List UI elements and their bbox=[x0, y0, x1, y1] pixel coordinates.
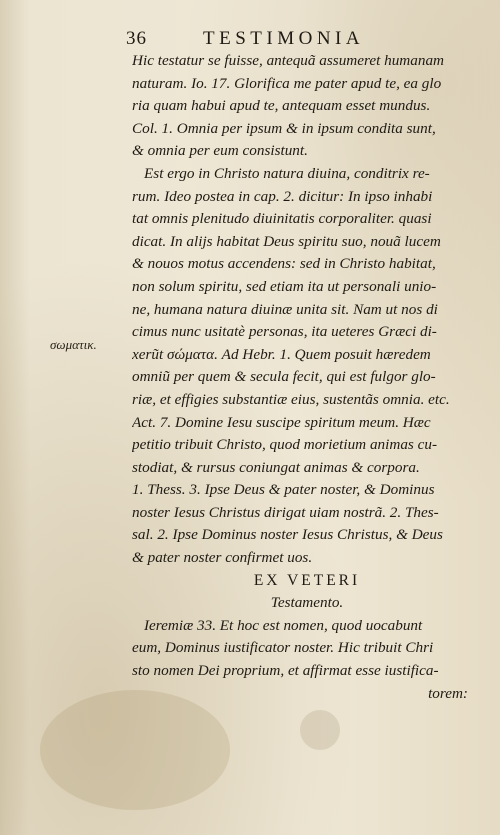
text-line: Est ergo in Christo natura diuina, conditrix re- bbox=[144, 164, 430, 182]
text-line: petitio tribuit Christo, quod morietium animas cu- bbox=[132, 436, 438, 454]
text-line: omniũ per quem & secula fecit, qui est fulgor glo- bbox=[132, 368, 436, 386]
text-line: Act. 7. Domine Iesu suscipe spiritum meum. Hæc bbox=[132, 413, 431, 431]
text-line: 1. Thess. 3. Ipse Deus & pater noster, & Dominus bbox=[132, 481, 435, 499]
body-text bbox=[132, 50, 482, 705]
text-line: & omnia per eum consistunt. bbox=[132, 142, 308, 160]
text-line: noster Iesus Christus dirigat uiam nostrã. 2. Thes- bbox=[132, 503, 439, 521]
text-line: sal. 2. Ipse Dominus noster Iesus Christus, & Deus bbox=[132, 526, 443, 544]
page-header bbox=[0, 28, 500, 52]
text-line: Col. 1. Omnia per ipsum & in ipsum condita sunt, bbox=[132, 119, 436, 137]
text-line: cimus nunc usitatè personas, ita ueteres Græci di- bbox=[132, 323, 437, 341]
text-line: dicat. In alijs habitat Deus spiritu suo, nouã lucem bbox=[132, 232, 441, 250]
text-line: sto nomen Dei proprium, et affirmat esse iustifica- bbox=[132, 662, 439, 680]
text-line: eum, Dominus iustificator noster. Hic tribuit Chri bbox=[132, 639, 434, 657]
text-line: torem: bbox=[428, 684, 468, 702]
text-line: rum. Ideo postea in cap. 2. dicitur: In ipso inhabi bbox=[132, 187, 433, 205]
text-line: Ieremiæ 33. Et hoc est nomen, quod uocabunt bbox=[144, 616, 423, 634]
text-line: ria quam habui apud te, antequam esset mundus. bbox=[132, 97, 431, 115]
running-head: TESTIMONIA bbox=[203, 28, 365, 49]
text-line: xerũt σώματα. Ad Hebr. 1. Quem posuit hæredem bbox=[132, 345, 431, 363]
text-line: stodiat, & rursus coniungat animas & corpora. bbox=[132, 458, 420, 476]
page-stain bbox=[40, 690, 230, 810]
margin-note: σωματικ. bbox=[50, 337, 97, 352]
text-line: riæ, et effigies substantiæ eius, sustentãs omnia. etc. bbox=[132, 390, 450, 408]
text-line: non solum spiritu, sed etiam ita ut personali unio- bbox=[132, 277, 437, 295]
text-line: Hic testatur se fuisse, antequã assumeret humanam bbox=[132, 52, 445, 69]
section-heading: EX VETERI bbox=[253, 571, 361, 589]
text-line: naturam. Io. 17. Glorifica me pater apud te, ea glo bbox=[132, 74, 442, 92]
page-stain bbox=[300, 710, 340, 750]
page-number: 36 bbox=[126, 28, 147, 49]
text-line: & nouos motus accendens: sed in Christo habitat, bbox=[132, 255, 436, 273]
text-line: tat omnis plenitudo diuinitatis corporaliter. quasi bbox=[132, 210, 432, 228]
text-line: ne, humana natura diuinæ unita sit. Nam ut nos di bbox=[132, 300, 438, 318]
section-subheading: Testamento. bbox=[270, 594, 344, 612]
text-line: & pater noster confirmet uos. bbox=[132, 549, 313, 567]
